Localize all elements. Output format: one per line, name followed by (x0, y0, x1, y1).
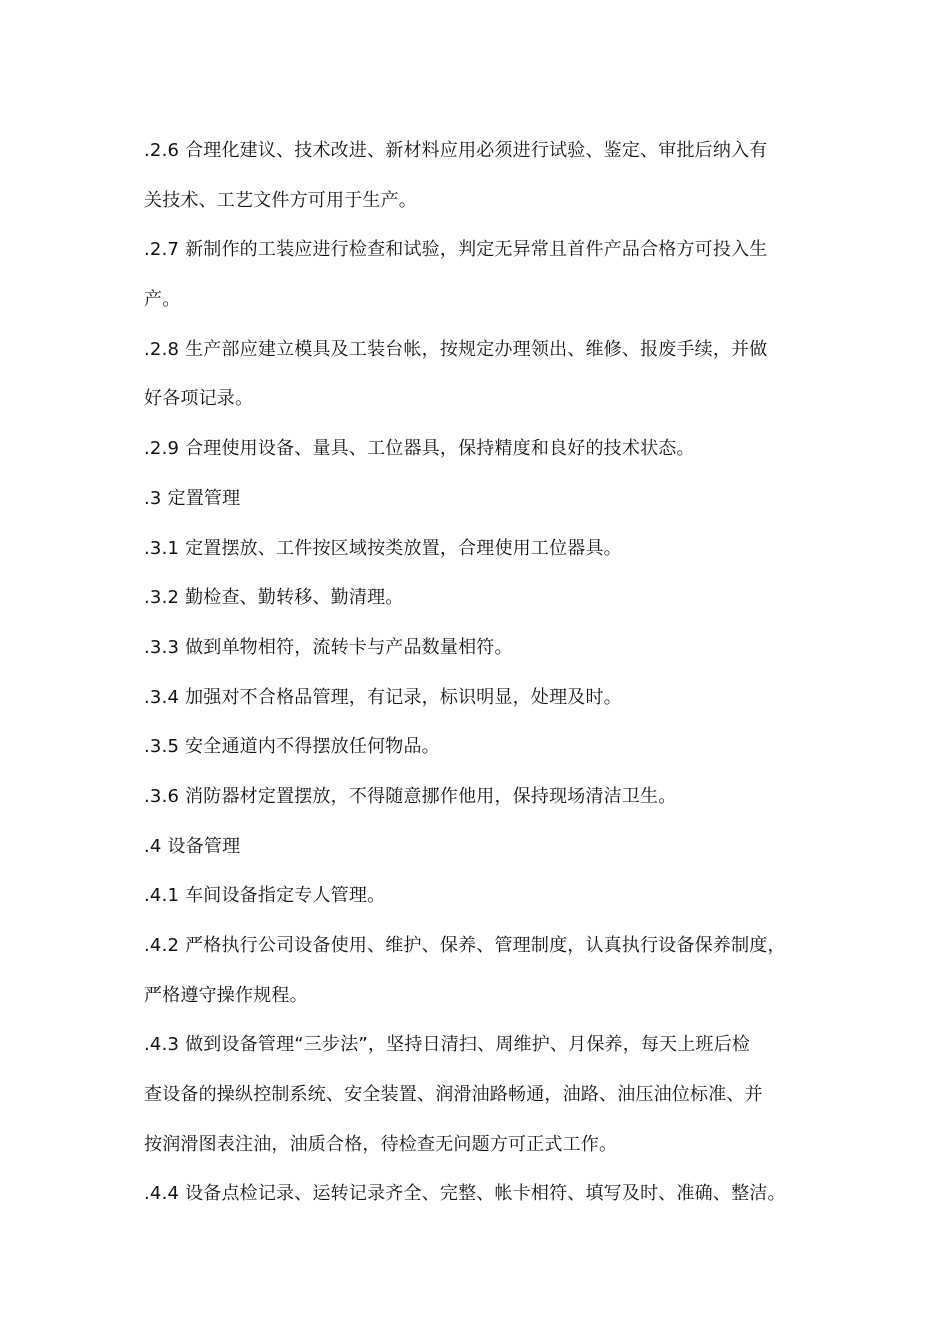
section-heading: .4 设备管理 (144, 835, 241, 857)
text-line: .2.7 新制作的工装应进行检查和试验，判定无异常且首件产品合格方可投入生 (144, 239, 768, 261)
text-line: .3.6 消防器材定置摆放，不得随意挪作他用，保持现场清洁卫生。 (144, 785, 677, 807)
text-line: .3.5 安全通道内不得摆放任何物品。 (144, 736, 440, 758)
text-line: 产。 (144, 289, 181, 311)
text-line: 查设备的操纵控制系统、安全装置、润滑油路畅通，油路、油压油位标准、并 (144, 1084, 763, 1106)
text-line: 严格遵守操作规程。 (144, 984, 308, 1006)
text-line: .3.4 加强对不合格品管理，有记录，标识明显，处理及时。 (144, 686, 622, 708)
text-line: .4.4 设备点检记录、运转记录齐全、完整、帐卡相符、填写及时、准确、整洁。 (144, 1183, 786, 1205)
text-line: .2.9 合理使用设备、量具、工位器具，保持精度和良好的技术状态。 (144, 438, 695, 460)
text-line: 关技术、工艺文件方可用于生产。 (144, 189, 417, 211)
text-line: 按润滑图表注油，油质合格，待检查无问题方可正式工作。 (144, 1133, 618, 1155)
text-line: .4.1 车间设备指定专人管理。 (144, 885, 386, 907)
text-line: .3.3 做到单物相符，流转卡与产品数量相符。 (144, 636, 513, 658)
text-line: .4.2 严格执行公司设备使用、维护、保养、管理制度，认真执行设备保养制度， (144, 935, 786, 956)
text-line: 好各项记录。 (144, 388, 254, 410)
text-line: .2.8 生产部应建立模具及工装台帐，按规定办理领出、维修、报废手续，并做 (144, 338, 768, 360)
text-line: .4.3 做到设备管理“三步法”，坚持日清扫、周维护、月保养，每天上班后检 (144, 1034, 751, 1056)
document-body (144, 126, 824, 1219)
text-line: .3.2 勤检查、勤转移、勤清理。 (144, 587, 404, 609)
text-line: .2.6 合理化建议、技术改进、新材料应用必须进行试验、鉴定、审批后纳入有 (144, 140, 768, 161)
section-heading: .3 定置管理 (144, 487, 241, 509)
text-line: .3.1 定置摆放、工件按区域按类放置，合理使用工位器具。 (144, 537, 622, 559)
